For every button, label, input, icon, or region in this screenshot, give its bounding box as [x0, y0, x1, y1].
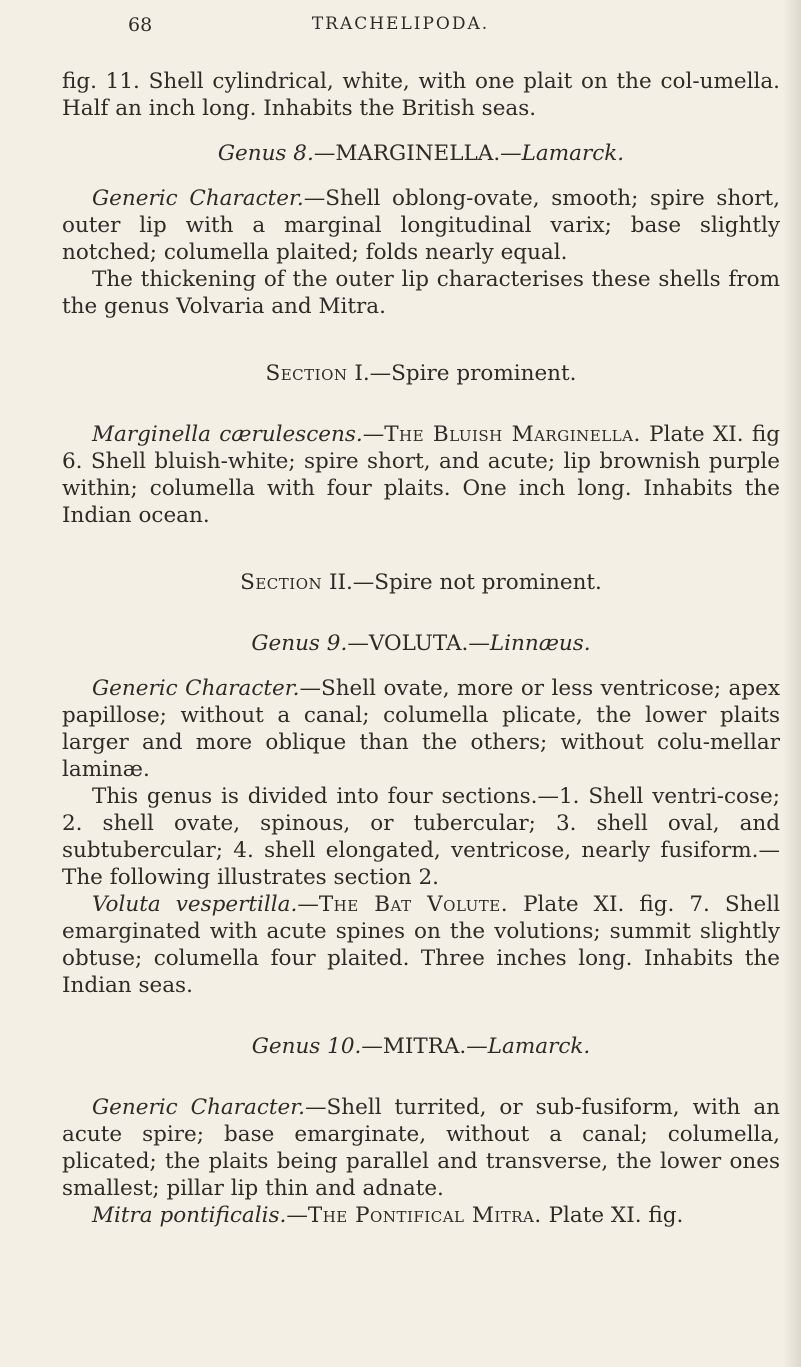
voluta-dash: —	[297, 892, 319, 917]
mitra-dash: —	[286, 1203, 308, 1228]
voluta-species-entry	[62, 891, 780, 999]
genus-9-name: VOLUTA.	[368, 631, 469, 656]
genus-10-character-label: Generic Character.	[92, 1095, 306, 1120]
running-title: TRACHELIPODA.	[311, 14, 490, 34]
genus-10-prefix: Genus 10.—	[251, 1034, 383, 1059]
section-1-label: Section	[265, 361, 348, 386]
genus-8-character-label: Generic Character.	[92, 186, 304, 211]
voluta-common-name: The Bat Volute.	[318, 892, 509, 917]
mitra-description: Plate XI. fig.	[541, 1203, 684, 1228]
genus-8-name: MARGINELLA.	[335, 141, 501, 166]
genus-9-heading	[62, 630, 780, 657]
marginella-description: Plate XI. fig 6. Shell bluish-white; spire short, and acute; lip brownish purple within; columella with four plaits. One inch long. Inhabits the Indian ocean.	[62, 422, 781, 528]
page-number: 68	[128, 14, 153, 36]
mitra-latin-name: Mitra pontificalis.	[92, 1203, 287, 1228]
genus-10-character	[62, 1094, 780, 1202]
intro-paragraph: fig. 11. Shell cylindrical, white, with one plait on the col-umella. Half an inch long. Inhabits the British seas.	[62, 69, 780, 121]
genus-10-character-text: —Shell turrited, or sub-fusiform, with an acute spire; base emarginate, without a canal; columella, plicated; the plaits being parallel and transverse, the lower ones smallest; pillar lip thin and adnate.	[62, 1095, 780, 1201]
genus-10-author: —Lamarck.	[466, 1034, 591, 1059]
genus-8-note: The thickening of the outer lip characterises these shells from the genus Volvaria and Mitra.	[62, 267, 780, 319]
section-2-label: Section	[240, 570, 323, 595]
genus-8-author: —Lamarck.	[500, 141, 625, 166]
genus-9-division: This genus is divided into four sections.—1. Shell ventri-cose; 2. shell ovate, spinous, or tubercular; 3. shell oval, and subtubercular; 4. shell elongated, ventricose, nearly fusiform.—The following illustrates section 2.	[62, 784, 780, 890]
genus-8-prefix: Genus 8.—	[217, 141, 336, 166]
genus-9-prefix: Genus 9.—	[251, 631, 369, 656]
genus-8-character	[62, 185, 780, 266]
marginella-species-entry	[62, 421, 780, 529]
genus-9-author: —Linnæus.	[468, 631, 591, 656]
page-body	[62, 68, 780, 1229]
marginella-common-name: The Bluish Marginella.	[384, 422, 641, 447]
marginella-dash: —	[362, 422, 385, 447]
section-1-text: I.—Spire prominent.	[347, 361, 577, 386]
voluta-description: Plate XI. fig. 7. Shell emarginated with acute spines on the volutions; summit slightly obtuse; columella four plaited. Three inches long. Inhabits the Indian seas.	[62, 892, 780, 998]
page-edge-shadow	[783, 0, 801, 1367]
genus-9-character	[62, 675, 780, 783]
genus-9-character-label: Generic Character.	[92, 676, 300, 701]
genus-10-heading	[62, 1033, 780, 1060]
section-1-heading	[62, 360, 780, 387]
genus-9-character-text: —Shell ovate, more or less ventricose; apex papillose; without a canal; columella plicate, the lower plaits larger and more oblique than the others; without colu-mellar laminæ.	[62, 676, 780, 782]
genus-8-heading	[62, 140, 780, 167]
mitra-common-name: The Pontifical Mitra.	[307, 1203, 542, 1228]
section-2-heading	[62, 569, 780, 596]
running-header	[0, 14, 801, 44]
voluta-latin-name: Voluta vespertilla.	[92, 892, 298, 917]
mitra-species-entry	[62, 1202, 780, 1229]
genus-8-character-text: —Shell oblong-ovate, smooth; spire short, outer lip with a marginal longitudinal varix; base slightly notched; columella plaited; folds nearly equal.	[62, 186, 781, 265]
genus-10-name: MITRA.	[382, 1034, 467, 1059]
marginella-latin-name: Marginella cærulescens.	[92, 422, 363, 447]
section-2-text: II.—Spire not prominent.	[322, 570, 602, 595]
